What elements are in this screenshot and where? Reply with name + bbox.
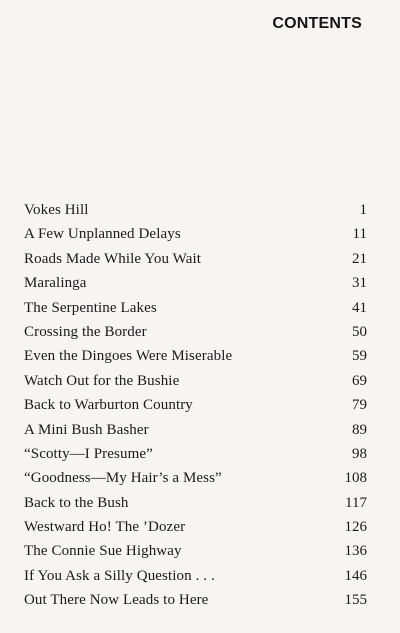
page-number: 21 — [352, 250, 367, 267]
page-number: 108 — [344, 470, 367, 487]
chapter-title: If You Ask a Silly Question . . . — [24, 567, 215, 584]
page-number: 155 — [344, 592, 367, 609]
chapter-title: Maralinga — [24, 275, 87, 292]
toc-entry — [24, 418, 367, 442]
toc-entry — [24, 320, 367, 344]
page-number: 79 — [352, 397, 367, 414]
page-number: 59 — [352, 348, 367, 365]
toc-entry — [24, 491, 367, 515]
toc-entry — [24, 222, 367, 246]
chapter-title: Even the Dingoes Were Miserable — [24, 348, 233, 365]
toc-entry — [24, 393, 367, 417]
page-heading: CONTENTS — [272, 15, 362, 32]
chapter-title: Watch Out for the Bushie — [24, 372, 180, 389]
page-number: 146 — [344, 567, 367, 584]
chapter-title: A Few Unplanned Delays — [24, 226, 181, 243]
toc-entry — [24, 539, 367, 563]
page-number: 89 — [352, 421, 367, 438]
chapter-title: The Connie Sue Highway — [24, 543, 182, 560]
toc-entry — [24, 344, 367, 368]
chapter-title: “Goodness—My Hair’s a Mess” — [24, 470, 222, 487]
page-number: 126 — [344, 519, 367, 536]
toc-entry — [24, 588, 367, 612]
chapter-title: Vokes Hill — [24, 202, 89, 218]
toc-entry — [24, 442, 367, 466]
toc-entry — [24, 515, 367, 539]
chapter-title: “Scotty—I Presume” — [24, 445, 153, 462]
page-number: 98 — [352, 445, 367, 462]
toc-entry — [24, 198, 367, 222]
page-number: 11 — [352, 226, 367, 243]
page-number: 117 — [345, 494, 367, 511]
toc-entry — [24, 271, 367, 295]
chapter-title: Back to Warburton Country — [24, 397, 193, 414]
chapter-title: The Serpentine Lakes — [24, 299, 157, 316]
chapter-title: A Mini Bush Basher — [24, 421, 149, 438]
page-number: 31 — [352, 275, 367, 292]
chapter-title: Westward Ho! The ’Dozer — [24, 519, 186, 536]
table-of-contents — [24, 198, 367, 613]
page-number: 1 — [359, 202, 367, 218]
toc-entry — [24, 247, 367, 271]
toc-entry — [24, 296, 367, 320]
toc-entry — [24, 564, 367, 588]
toc-entry — [24, 466, 367, 490]
page-number: 136 — [344, 543, 367, 560]
page-number: 41 — [352, 299, 367, 316]
chapter-title: Roads Made While You Wait — [24, 250, 201, 267]
chapter-title: Crossing the Border — [24, 323, 147, 340]
chapter-title: Out There Now Leads to Here — [24, 592, 209, 609]
chapter-title: Back to the Bush — [24, 494, 129, 511]
toc-entry — [24, 369, 367, 393]
page-number: 69 — [352, 372, 367, 389]
page-number: 50 — [352, 323, 367, 340]
